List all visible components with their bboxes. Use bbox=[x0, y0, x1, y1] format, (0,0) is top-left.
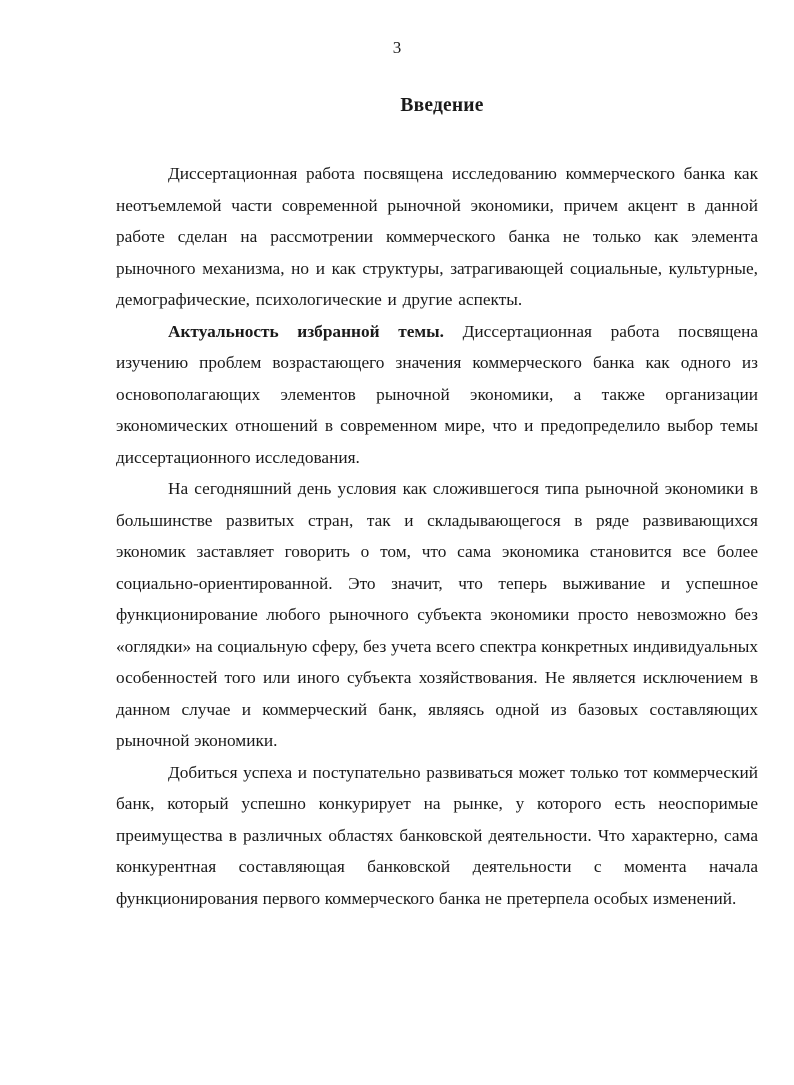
relevance-heading: Актуальность избранной темы. bbox=[168, 321, 444, 341]
paragraph-intro-text: Диссертационная работа посвящена исследованию коммерческого банка как неотъемлемой части современной рыночной экономики, причем акцент в данной работе сделан на рассмотрении коммерческого банка не только как элемента рыночного механизма, но и как структуры, затрагивающей социальные, культурные, демографические, психологические и другие аспекты. bbox=[116, 164, 758, 309]
paragraph-market-conditions bbox=[116, 473, 758, 757]
paragraph-competition bbox=[116, 757, 758, 915]
paragraph-market-conditions-text: На сегодняшний день условия как сложившегося типа рыночной экономики в большинстве развитых стран, так и складывающегося в ряде развивающихся экономик заставляет говорить о том, что сама экономика становится все более социально-ориентированной. Это значит, что теперь выживание и успешное функционирование любого рыночного субъекта экономики просто невозможно без «оглядки» на социальную сферу, без учета всего спектра конкретных индивидуальных особенностей того или иного субъекта хозяйствования. Не является исключением в данном случае и коммерческий банк, являясь одной из базовых составляющих рыночной экономики. bbox=[116, 479, 758, 750]
paragraph-relevance bbox=[116, 316, 758, 474]
page-title: Введение bbox=[400, 95, 484, 116]
paragraph-competition-text: Добиться успеха и поступательно развиваться может только тот коммерческий банк, который успешно конкурирует на рынке, у которого есть неоспоримые преимущества в различных областях банковской деятельности. Что характерно, сама конкурентная составляющая банковской деятельности с момента начала функционирования первого коммерческого банка не претерпела особых изменений. bbox=[116, 762, 758, 908]
paragraph-relevance-text: Диссертационная работа посвящена изучению проблем возрастающего значения коммерческого банка как одного из основополагающих элементов рыночной экономики, а также организации экономических отношений в современном мире, что и предопределило выбор темы диссертационного исследования. bbox=[116, 321, 759, 467]
paragraph-intro bbox=[116, 158, 758, 316]
body-text bbox=[116, 158, 758, 914]
page-number: 3 bbox=[392, 38, 402, 57]
